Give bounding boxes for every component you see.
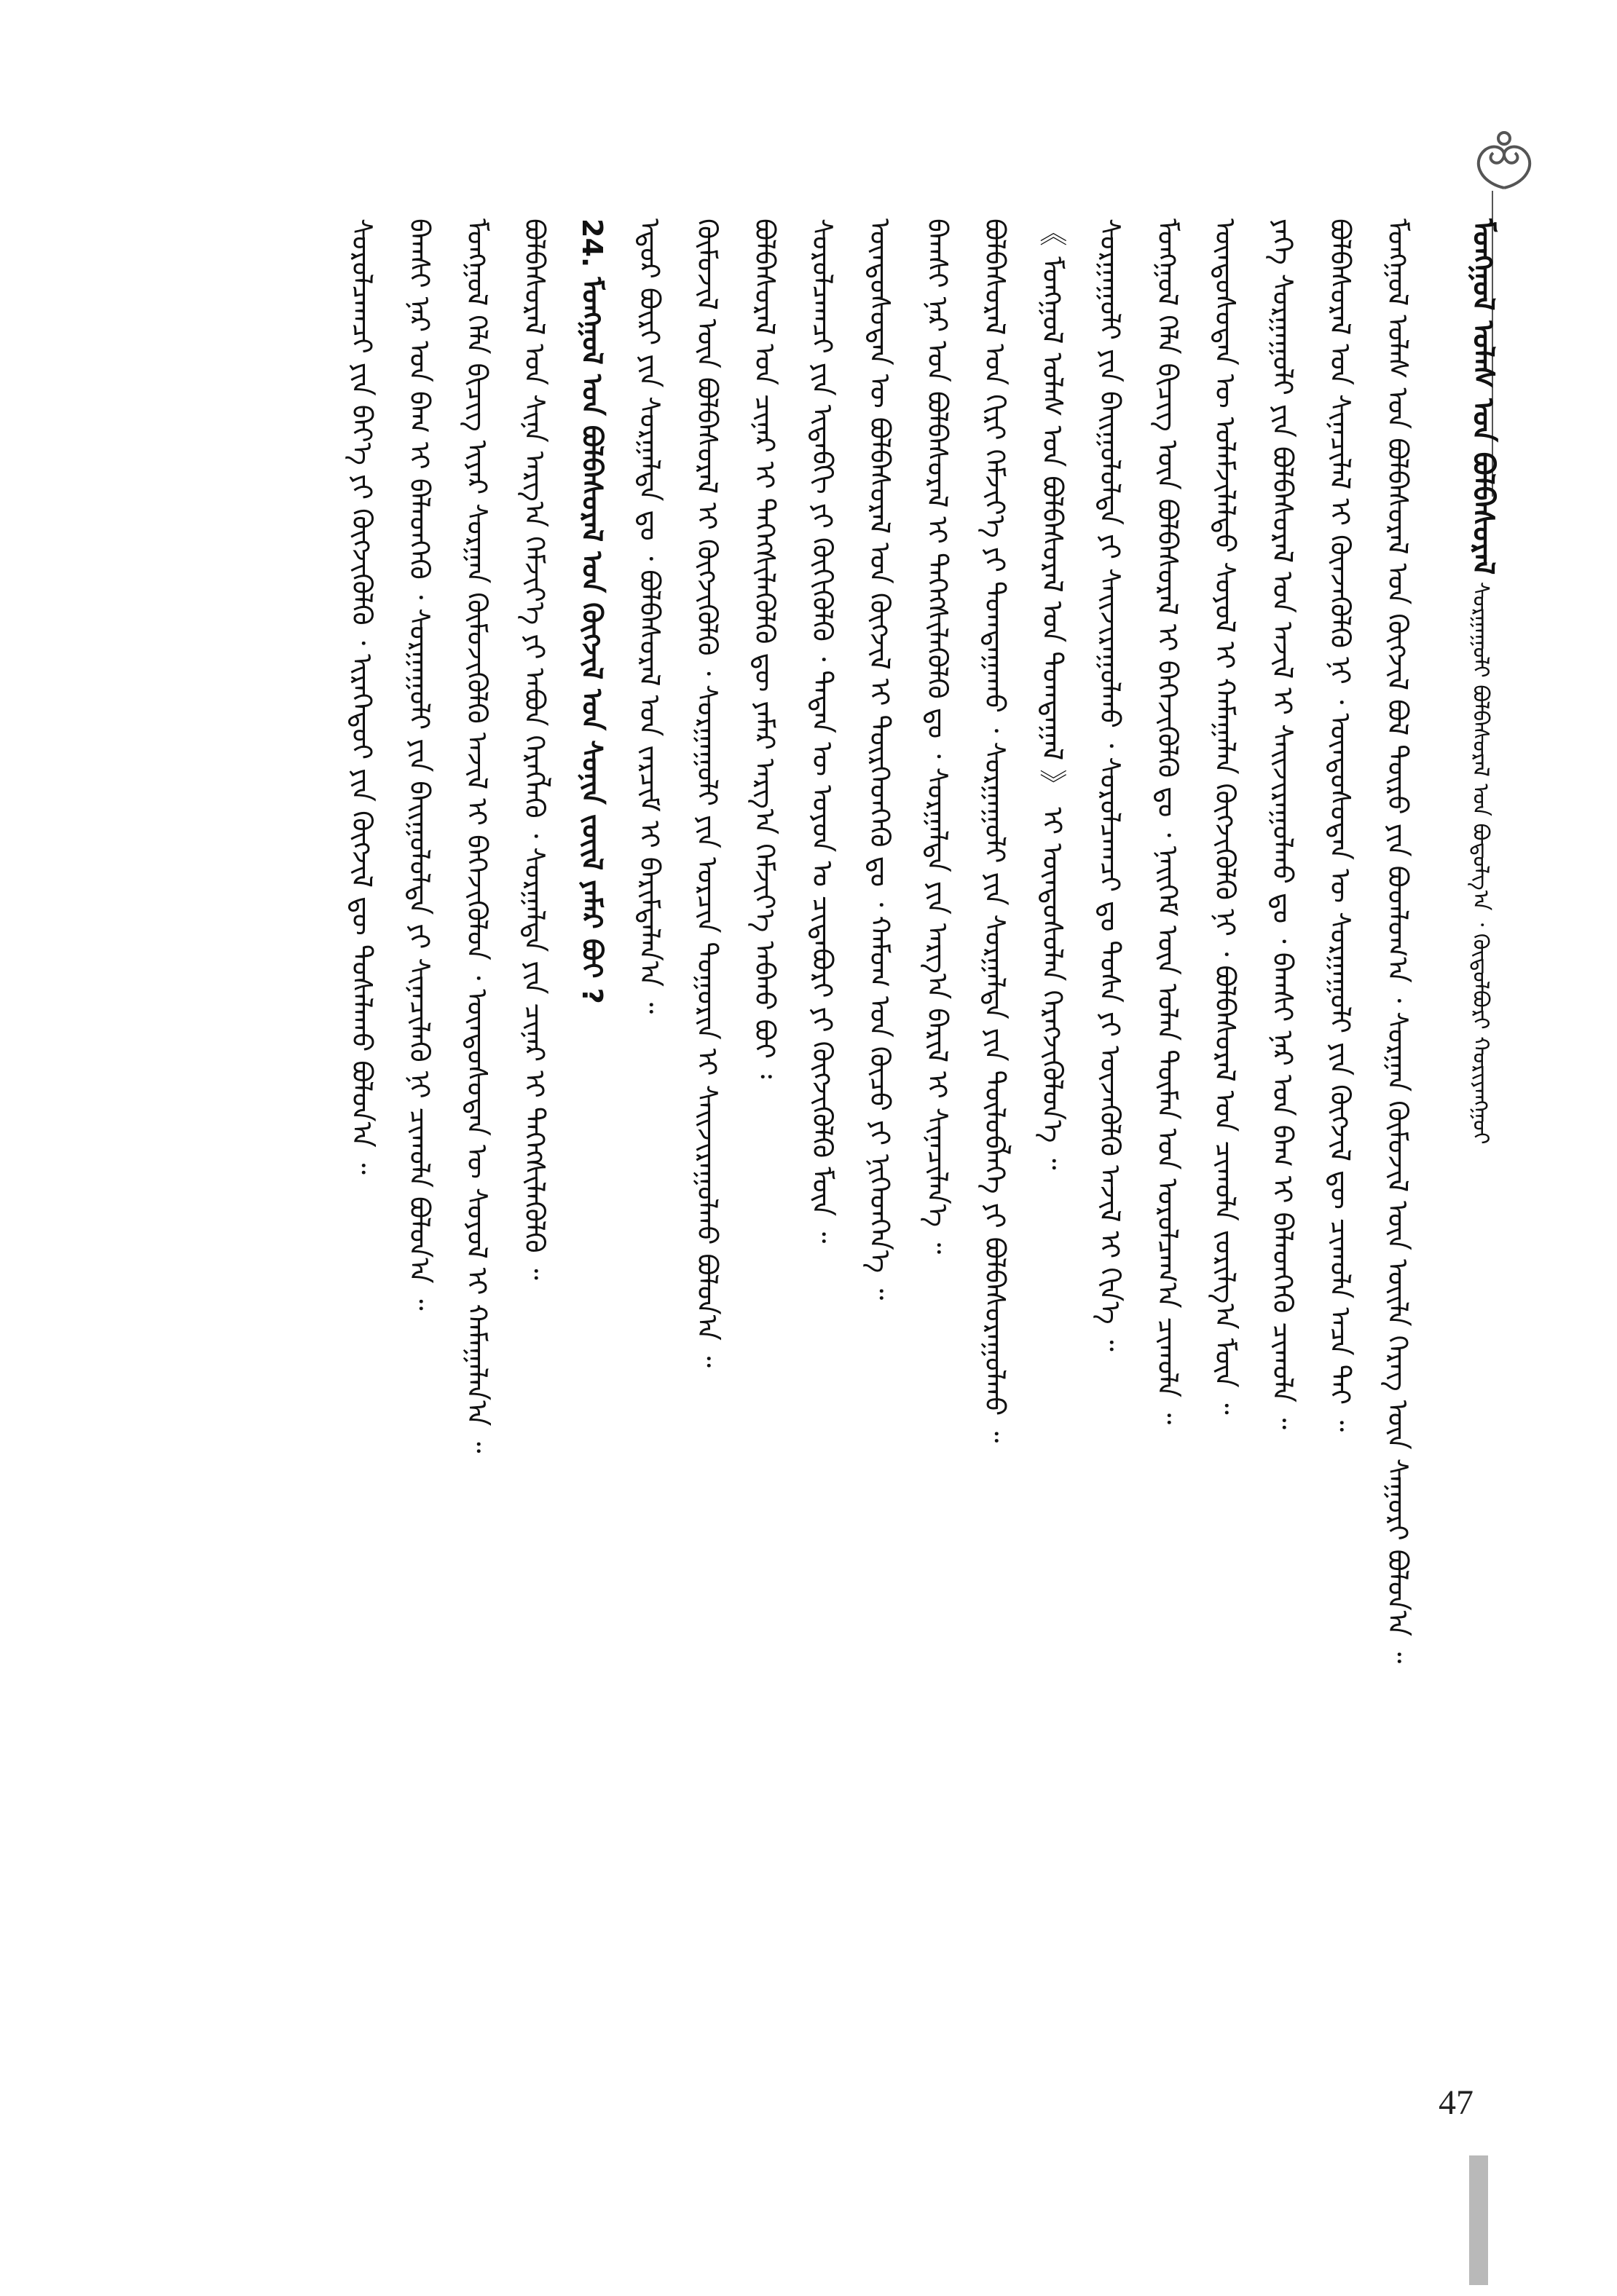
answer-column: ᠰᠤᠷᠤᠯᠴᠠᠭᠴᠢ ᠶᠢᠨ ᠪᠡᠶ᠎ᠡ ᠶᠢ ᠬᠥᠭᠵᠢᠭᠦᠯᠬᠦ ᠂ ᠢᠷᠡᠭᠡᠳᠦᠢ ᠶᠢᠨ ᠬᠥᠭᠵᠢᠯ ᠳᠦ ᠲᠤᠰᠠᠯᠠᠬᠤ ᠪᠣᠯᠤᠨ᠎ᠠ ᠃: [346, 218, 378, 1175]
answer-column: ᠪᠠᠭᠰᠢ ᠨᠠᠷ ᠤᠨ ᠪᠠᠭ ᠢ ᠪᠡᠯᠡᠳᠬᠡᠬᠦ ᠂ ᠰᠤᠷᠭᠠᠭᠤᠯᠢ ᠶᠢᠨ ᠪᠠᠢᠭᠤᠯᠤᠯᠲᠠ ᠶᠢ ᠰᠢᠨᠡᠴᠢᠯᠡᠬᠦ ᠨᠢ ᠴᠢᠬᠤᠯᠠ ᠪᠣᠯᠤᠨ᠎ᠠ ᠃: [404, 218, 436, 1311]
page-edge-tab: [1469, 2155, 1488, 2285]
text-column: ᠡᠳᠦᠷ ᠪᠦᠷᠢ ᠶᠢᠨ ᠰᠤᠷᠭᠠᠯᠲᠠ ᠳᠤ ᠂ ᠪᠣᠯᠪᠠᠰᠤᠷᠠᠯ ᠤᠨ ᠵᠠᠷᠴᠢᠮ ᠢ ᠪᠠᠷᠢᠮᠲᠠᠯᠠᠨ᠎ᠠ ᠃: [634, 218, 666, 1014]
text-column: ᠶᠡᠬᠡ ᠰᠤᠷᠭᠠᠭᠤᠯᠢ ᠶᠢᠨ ᠪᠣᠯᠪᠠᠰᠤᠷᠠᠯ ᠤᠨ ᠠᠵᠢᠯ ᠢ ᠰᠠᠢᠵᠢᠷᠠᠭᠤᠯᠬᠤ ᠳᠤ ᠂ ᠪᠠᠭᠰᠢ ᠨᠠᠷ ᠤᠨ ᠪᠠᠭ ᠢ ᠪᠡᠯᠡᠳᠬᠡᠬᠦ ᠴᠢᠬᠤᠯᠠ ᠃: [1267, 218, 1299, 1430]
text-column: ᠬᠦᠮᠦᠵᠢᠯ ᠦᠨ ᠪᠣᠯᠪᠠᠰᠤᠷᠠᠯ ᠢ ᠬᠥᠭᠵᠢᠭᠦᠯᠬᠦ ᠂ ᠰᠤᠷᠭᠠᠭᠤᠯᠢ ᠶᠢᠨ ᠣᠷᠴᠢᠨ ᠲᠣᠭᠣᠷᠢᠨ ᠢ ᠰᠠᠢᠵᠢᠷᠠᠭᠤᠯᠬᠤ ᠪᠣᠯᠤᠨ᠎ᠠ ᠃: [691, 218, 723, 1368]
page-body: [131, 218, 1515, 2148]
page-number: 47: [1439, 2083, 1474, 2122]
text-column: ᠮᠣᠩᠭᠣᠯ ᠤᠯᠠᠰ ᠤᠨ ᠪᠣᠯᠪᠠᠰᠤᠷᠠᠯ ᠤᠨ ᠬᠥᠭᠵᠢᠯ ᠪᠣᠯ ᠲᠥᠷᠦ ᠶᠢᠨ ᠪᠣᠳᠯᠣᠭ᠎ᠠ ᠂ ᠰᠤᠷᠭᠠᠨ ᠬᠦᠮᠦᠵᠢᠯ ᠦᠨ ᠦᠢᠯᠡ ᠬᠡᠷᠡᠭ ᠦᠨ ᠰᠠᠭᠤᠷᠢ ᠪᠣᠯᠤᠨ᠎ᠠ ᠃: [1382, 218, 1414, 1664]
text-columns: [333, 218, 1515, 2148]
answer-column: ᠪᠣᠯᠪᠠᠰᠤᠷᠠᠯ ᠤᠨ ᠰᠢᠨᠡ ᠠᠷᠭ᠎ᠠ ᠬᠡᠮᠵᠢᠶ᠎ᠡ ᠶᠢ ᠠᠪᠤᠨ ᠬᠡᠷᠡᠭᠯᠡᠬᠦ ᠂ ᠰᠤᠷᠭᠠᠯᠲᠠ ᠶᠢᠨ ᠴᠢᠨᠠᠷ ᠢ ᠳᠡᠭᠡᠭᠰᠢᠯᠡᠭᠦᠯᠬᠦ ᠃: [519, 218, 551, 1280]
text-column: ᠦᠨᠳᠦᠰᠦᠲᠡᠨ ᠦ ᠤᠯᠠᠮᠵᠢᠯᠠᠯᠲᠤ ᠰᠣᠶᠣᠯ ᠢ ᠬᠠᠮᠠᠭᠠᠯᠠᠨ ᠬᠥᠭᠵᠢᠭᠦᠯᠬᠦ ᠨᠢ ᠂ ᠪᠣᠯᠪᠠᠰᠤᠷᠠᠯ ᠤᠨ ᠴᠢᠬᠤᠯᠠ ᠵᠣᠷᠢᠯᠭ᠎ᠠ ᠮᠥᠨ ᠃: [1209, 218, 1241, 1415]
text-column: ᠪᠣᠯᠪᠠᠰᠤᠷᠠᠯ ᠤᠨ ᠬᠢᠷᠢ ᠬᠡᠮᠵᠢᠶ᠎ᠡ ᠶᠢ ᠲᠣᠭᠲᠠᠭᠠᠬᠤ ᠂ ᠰᠤᠷᠭᠠᠭᠤᠯᠢ ᠶᠢᠨ ᠰᠤᠷᠭᠠᠯᠲᠠ ᠶᠢᠨ ᠲᠥᠯᠥᠪᠯᠡᠭᠡ ᠶᠢ ᠪᠣᠯᠪᠠᠰᠤᠷᠠᠭᠤᠯᠬᠤ ᠃: [979, 218, 1011, 1443]
text-column: ᠰᠤᠷᠤᠯᠴᠠᠭᠴᠢ ᠶᠢᠨ ᠢᠳᠡᠪᠬᠢ ᠶᠢ ᠬᠥᠬᠢᠭᠦᠯᠬᠦ ᠂ ᠲᠡᠳᠡᠨ ᠦ ᠣᠶᠤᠨ ᠤ ᠴᠢᠳᠠᠪᠤᠷᠢ ᠶᠢ ᠬᠥᠭᠵᠢᠭᠦᠯᠬᠦ ᠮᠥᠨ ᠃: [806, 218, 838, 1244]
text-column: 《 ᠮᠣᠩᠭᠣᠯ ᠤᠯᠠᠰ ᠤᠨ ᠪᠣᠯᠪᠠᠰᠤᠷᠠᠯ ᠤᠨ ᠲᠣᠭᠲᠠᠭᠠᠯ 》 ᠢ ᠦᠨᠳᠦᠰᠦᠯᠡᠨ ᠬᠡᠷᠡᠭᠵᠢᠭᠦᠯᠦᠨ᠎ᠡ ᠃: [1036, 218, 1069, 1170]
text-column: ᠪᠣᠯᠪᠠᠰᠤᠷᠠᠯ ᠤᠨ ᠰᠢᠨᠡᠴᠢᠯᠡᠯ ᠢ ᠭᠦᠨᠵᠡᠭᠦᠯᠬᠦ ᠨᠢ ᠂ ᠦᠨᠳᠦᠰᠦᠲᠡᠨ ᠦ ᠰᠤᠷᠭᠠᠭᠤᠯᠢ ᠶᠢᠨ ᠬᠥᠭᠵᠢᠯ ᠳᠦ ᠴᠢᠬᠤᠯᠠ ᠠᠴᠠ ᠲᠠᠢ ᠃: [1324, 218, 1356, 1432]
text-column: ᠰᠤᠷᠭᠠᠭᠤᠯᠢ ᠶᠢᠨ ᠪᠠᠢᠭᠤᠯᠤᠯᠲᠠ ᠶᠢ ᠰᠠᠢᠵᠢᠷᠠᠭᠤᠯᠬᠤ ᠂ ᠰᠤᠷᠤᠯᠴᠠᠭᠴᠢ ᠳᠤ ᠲᠤᠰᠠ ᠶᠢ ᠦᠵᠡᠭᠦᠯᠬᠦ ᠠᠵᠢᠯ ᠢ ᠬᠢᠨ᠎ᠡ ᠃: [1094, 218, 1126, 1352]
running-header-subtitle: ᠰᠤᠷᠭᠠᠭᠤᠯᠢ ᠪᠣᠯᠪᠠᠰᠤᠷᠠᠯ ᠤᠨ ᠪᠤᠳᠤᠯᠭ᠎ᠠ ᠂ ᠬᠥᠲᠦᠯᠪᠦᠷᠢ ᠬᠤᠷᠢᠶᠠᠩᠭᠤᠢ: [1468, 581, 1493, 1145]
question-heading: 24. ᠮᠣᠩᠭᠣᠯ ᠤᠨ ᠪᠣᠯᠪᠠᠰᠤᠷᠠᠯ ᠤᠨ ᠬᠥᠭᠵᠢᠯ ᠤᠨ ᠰᠣᠨᠢᠨ ᠵᠦᠢᠯ ᠶᠠᠮᠠᠷ ᠪᠤᠢ ?: [576, 218, 608, 1004]
text-column: ᠦᠨᠳᠦᠰᠦᠲᠡᠨ ᠦ ᠪᠣᠯᠪᠠᠰᠤᠷᠠᠯ ᠤᠨ ᠬᠥᠭᠵᠢᠯ ᠢ ᠲᠦᠷᠭᠡᠳᠭᠡᠬᠦ ᠳᠤ ᠂ ᠬᠠᠮᠤᠭ ᠤᠨ ᠬᠦᠴᠦ ᠶᠢ ᠨᠢᠭᠡᠳᠬᠡᠨ᠎ᠡ ᠃: [864, 218, 896, 1301]
text-column: ᠮᠣᠩᠭᠣᠯ ᠬᠡᠯᠡ ᠪᠢᠴᠢᠭ ᠦᠨ ᠪᠣᠯᠪᠠᠰᠤᠷᠠᠯ ᠢ ᠪᠡᠬᠡᠵᠢᠭᠦᠯᠬᠦ ᠳᠤ ᠂ ᠨᠡᠢᠭᠡᠮ ᠦᠨ ᠣᠯᠠᠨ ᠲᠥᠮᠡᠨ ᠤᠨ ᠣᠷᠣᠯᠴᠠᠭ᠎ᠠ ᠴᠢᠬᠤᠯᠠ ᠃: [1152, 218, 1184, 1425]
text-column: ᠪᠠᠭᠰᠢ ᠨᠠᠷ ᠤᠨ ᠪᠣᠯᠪᠠᠰᠤᠷᠠᠯ ᠢ ᠳᠡᠭᠡᠭᠰᠢᠯᠡᠭᠦᠯᠬᠦ ᠳᠤ ᠂ ᠰᠤᠷᠭᠠᠯᠲᠠ ᠶᠢᠨ ᠠᠷᠭ᠎ᠠ ᠪᠠᠷᠢᠯ ᠢ ᠰᠢᠨᠡᠴᠢᠯᠡᠨ᠎ᠡ ᠃: [921, 218, 953, 1255]
text-column: ᠪᠣᠯᠪᠠᠰᠤᠷᠠᠯ ᠤᠨ ᠴᠢᠨᠠᠷ ᠢ ᠳᠡᠭᠡᠭᠰᠢᠯᠡᠭᠦᠯᠬᠦ ᠳᠦ ᠶᠠᠮᠠᠷ ᠠᠷᠭ᠎ᠠ ᠬᠡᠮᠵᠢᠶ᠎ᠡ ᠠᠪᠬᠤ ᠪᠤᠢ ᠄: [749, 218, 781, 1079]
answer-column: ᠮᠣᠩᠭᠣᠯ ᠬᠡᠯᠡ ᠪᠢᠴᠢᠭ ᠢᠶᠡᠷ ᠰᠤᠷᠭᠠᠨ ᠬᠦᠮᠦᠵᠢᠭᠦᠯᠬᠦ ᠠᠵᠢᠯ ᠢ ᠪᠡᠬᠡᠵᠢᠭᠦᠯᠦᠨ ᠂ ᠦᠨᠳᠦᠰᠦᠲᠡᠨ ᠦ ᠰᠣᠶᠣᠯ ᠢ ᠬᠠᠮᠠᠭᠠᠯᠠᠨ᠎ᠠ ᠃: [461, 218, 493, 1453]
running-header: [1458, 218, 1505, 2112]
header-ornament-icon: [1464, 124, 1544, 193]
running-header-title: ᠮᠣᠩᠭᠣᠯ ᠤᠯᠠᠰ ᠤᠨ ᠪᠣᠯᠪᠠᠰᠤᠷᠠᠯ: [1466, 218, 1500, 575]
